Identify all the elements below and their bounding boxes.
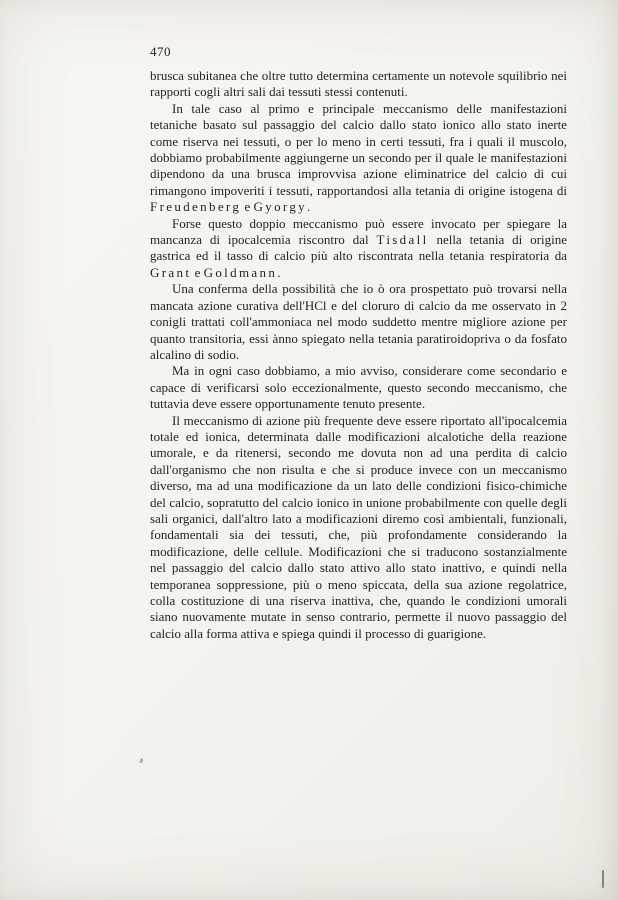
paragraph-text: In tale caso al primo e principale meccanismo delle manifestazioni tetaniche basato sul passaggio del calcio dallo stato ionico allo stato inerte come riserva nei tessuti, o per lo meno in certi tessuti, fra i quali il muscolo, dobbiamo probabilmente aggiungerne un secondo per il quale le manifestazioni dipendono da una brusca improvvisa azione eliminatrice del calcio di cui rimangono impoveriti i tessuti, rapportandosi alla tetania di origine istogena di	[150, 100, 567, 198]
paragraph	[150, 68, 567, 101]
author-name: Goldmann	[203, 264, 278, 280]
author-name: Tisdall	[376, 232, 429, 248]
author-name: Freudenberg	[150, 199, 242, 215]
paragraph-text: Il meccanismo di azione più frequente deve essere riportato all'ipocalcemia totale ed ionica, determinata dalle modificazioni alcalotiche della reazione umorale, e da ritenersi, secondo me dovuta non ad una perdita di calcio dall'organismo che non risulta e che si produce invece con un meccanismo diverso, ma ad una modificazione da un lato delle condizioni fisico-chimiche del calcio, sopratutto del calcio ionico in unione probabilmente con quelle degli sali organici, dall'altro lato a modificazioni diremo così ambientali, funzionali, fondamentali sia dei tessuti, che, più profondamente considerando la modificazione, delle cellule. Modificazioni che si traducono sostanzialmente nel passaggio del calcio dallo stato attivo allo stato inattivo, e quindi nella temporanea soppressione, più o meno spiccata, della sua azione regolatrice, colla costituzione di una riserva inattiva, che, quando le condizioni umorali siano nuovamente mutate in senso contrario, permette il nuovo passaggio del calcio alla forma attiva e spiega quindi il processo di guarigione.	[150, 412, 567, 641]
paragraph-text: brusca subitanea che oltre tutto determina certamente un notevole squilibrio nei rapporti cogli altri sali dai tessuti stessi contenuti.	[150, 68, 567, 100]
paragraph	[150, 216, 567, 282]
paragraph	[150, 101, 567, 216]
text-block	[150, 68, 567, 642]
paragraph-text: e	[241, 199, 254, 215]
author-name: Grant	[150, 264, 192, 280]
page-number: 470	[150, 44, 171, 59]
scan-edge-artifact	[602, 870, 604, 888]
paragraph-text: .	[307, 199, 311, 215]
paragraph-text: e	[191, 264, 204, 280]
paragraph	[150, 413, 567, 643]
paragraph	[150, 281, 567, 363]
paragraph-text: Ma in ogni caso dobbiamo, a mio avviso, considerare come secondario e capace di verificarsi solo eccezionalmente, questo secondo meccanismo, che tuttavia deve essere opportunamente tenuto presente.	[150, 363, 567, 412]
paragraph-text: nella tetania di origine gastrica ed il tasso di calcio più alto riscontrata nella tetania respiratoria da	[150, 232, 567, 264]
paragraph-text: .	[277, 264, 281, 280]
paragraph-text: Forse questo doppio meccanismo può essere invocato per spiegare la mancanza di ipocalcemia riscontro dal	[150, 215, 567, 248]
author-name: Gyorgy	[253, 199, 308, 215]
paragraph	[150, 363, 567, 412]
scan-speck-artifact	[140, 758, 144, 764]
paragraph-text: Una conferma della possibilità che io ò ora prospettato può trovarsi nella mancata azione curativa dell'HCl e del cloruro di calcio da me osservato in 2 conigli trattati coll'ammoniaca nel modo suddetto mentre migliore azione per quanto transitoria, essi ànno spiegato nella tetania paratiroidopriva o da fosfato alcalino di sodio.	[150, 281, 567, 362]
